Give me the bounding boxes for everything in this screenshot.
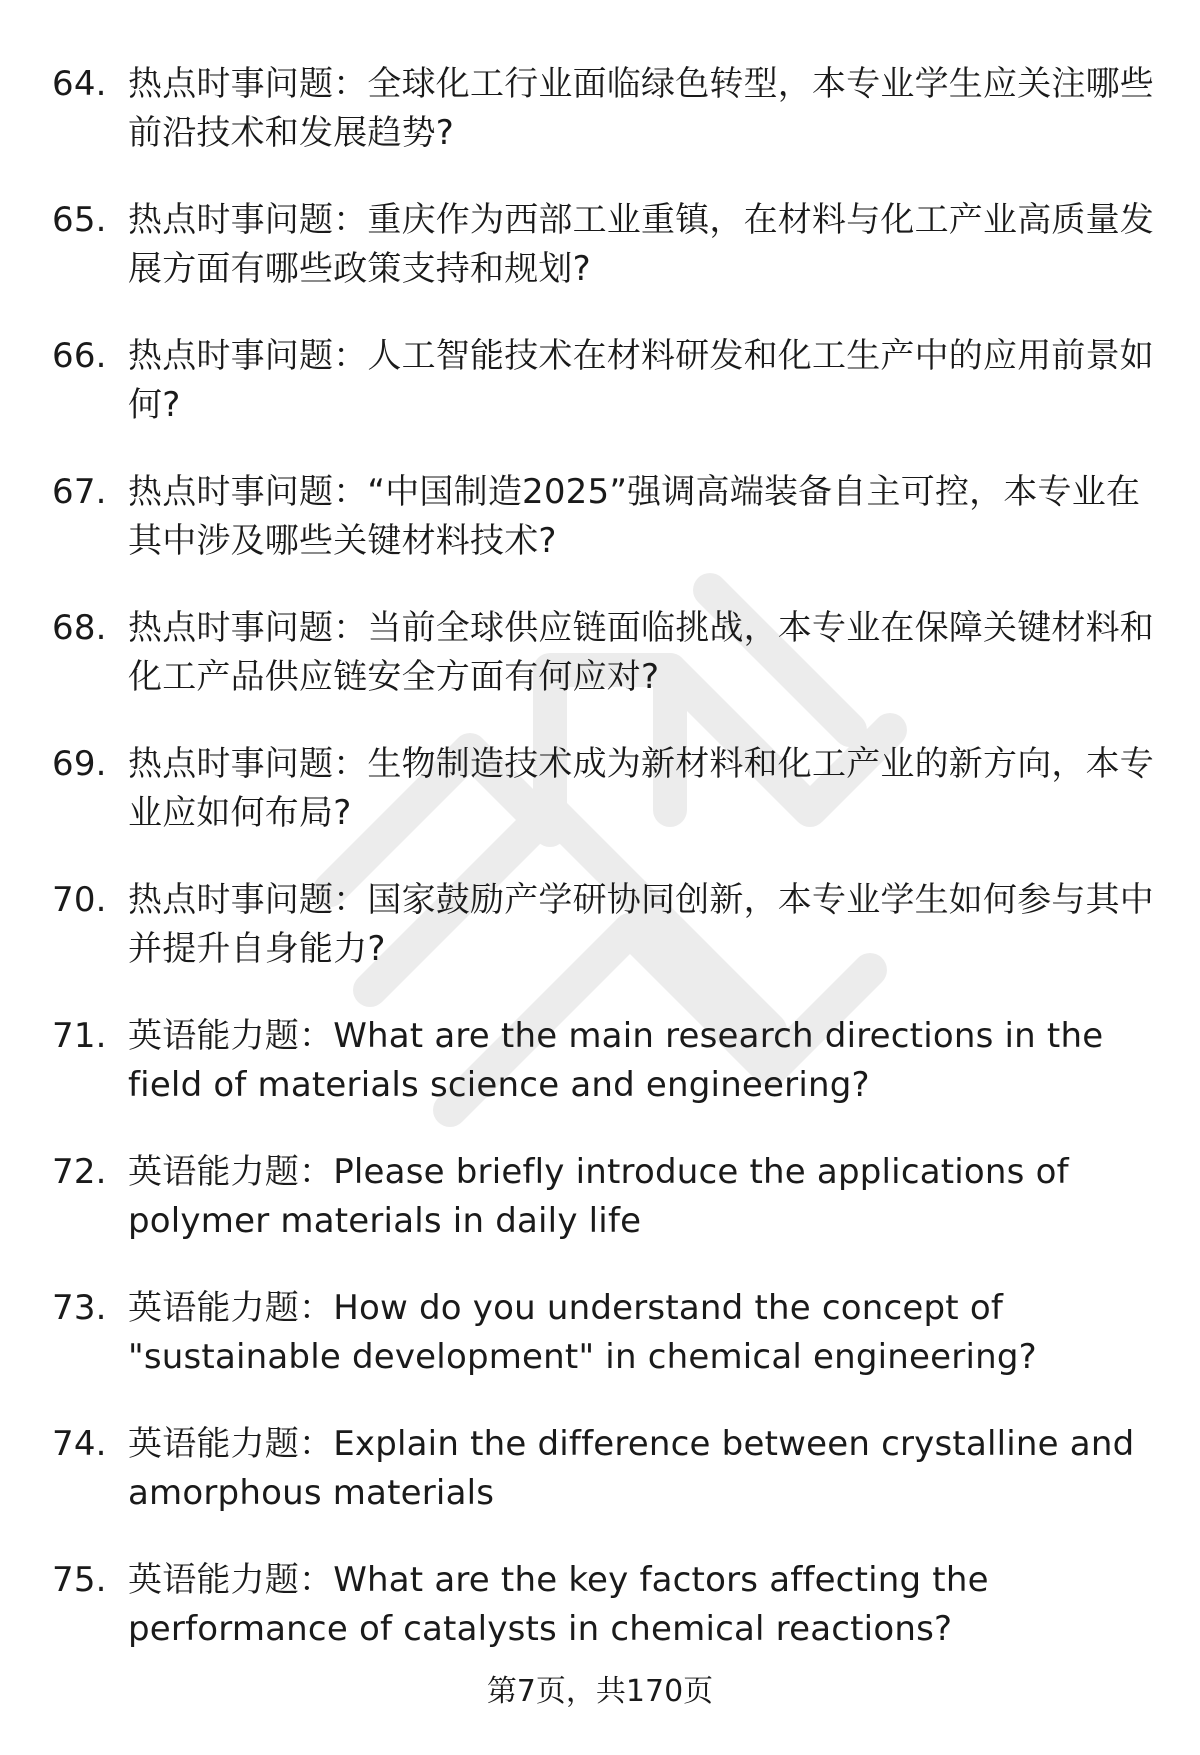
question-text: 热点时事问题：“中国制造2025”强调高端装备自主可控，本专业在其中涉及哪些关键材料技术?	[128, 472, 1141, 561]
question-text: 热点时事问题：重庆作为西部工业重镇，在材料与化工产业高质量发展方面有哪些政策支持和规划?	[128, 200, 1154, 289]
page-footer	[0, 1672, 1200, 1712]
list-item	[0, 332, 1200, 430]
list-item	[0, 196, 1200, 294]
list-item	[0, 1420, 1200, 1518]
question-text: 热点时事问题：国家鼓励产学研协同创新，本专业学生如何参与其中并提升自身能力?	[128, 880, 1154, 969]
question-number: 71.	[52, 1016, 107, 1056]
question-number: 68.	[52, 608, 107, 648]
question-number: 69.	[52, 744, 107, 784]
question-text: 热点时事问题：当前全球供应链面临挑战，本专业在保障关键材料和化工产品供应链安全方面有何应对?	[128, 608, 1154, 697]
question-number: 72.	[52, 1152, 107, 1192]
question-text: 热点时事问题：生物制造技术成为新材料和化工产业的新方向，本专业应如何布局?	[128, 744, 1154, 833]
question-number: 67.	[52, 472, 107, 512]
list-item	[0, 60, 1200, 158]
question-number: 73.	[52, 1288, 107, 1328]
question-text: 英语能力题：Please briefly introduce the applications of polymer materials in daily life	[128, 1152, 1069, 1241]
list-item	[0, 740, 1200, 838]
list-item	[0, 604, 1200, 702]
page-number-label: 第7页，共170页	[486, 1674, 714, 1709]
question-number: 75.	[52, 1560, 107, 1600]
list-item	[0, 876, 1200, 974]
question-text: 英语能力题：How do you understand the concept of "sustainable development" in chemical engineering?	[128, 1288, 1037, 1377]
question-text: 英语能力题：What are the main research directions in the field of materials science and engineering?	[128, 1016, 1104, 1105]
question-number: 74.	[52, 1424, 107, 1464]
list-item	[0, 1012, 1200, 1110]
list-item	[0, 1284, 1200, 1382]
list-item	[0, 1148, 1200, 1246]
list-item	[0, 1556, 1200, 1654]
question-number: 70.	[52, 880, 107, 920]
question-number: 64.	[52, 64, 107, 104]
list-item	[0, 468, 1200, 566]
question-number: 65.	[52, 200, 107, 240]
question-text: 热点时事问题：全球化工行业面临绿色转型，本专业学生应关注哪些前沿技术和发展趋势?	[128, 64, 1154, 153]
question-number: 66.	[52, 336, 107, 376]
question-text: 热点时事问题：人工智能技术在材料研发和化工生产中的应用前景如何?	[128, 336, 1154, 425]
question-list	[0, 60, 1200, 1692]
question-text: 英语能力题：Explain the difference between crystalline and amorphous materials	[128, 1424, 1135, 1513]
question-text: 英语能力题：What are the key factors affecting the performance of catalysts in chemical reactions?	[128, 1560, 989, 1649]
